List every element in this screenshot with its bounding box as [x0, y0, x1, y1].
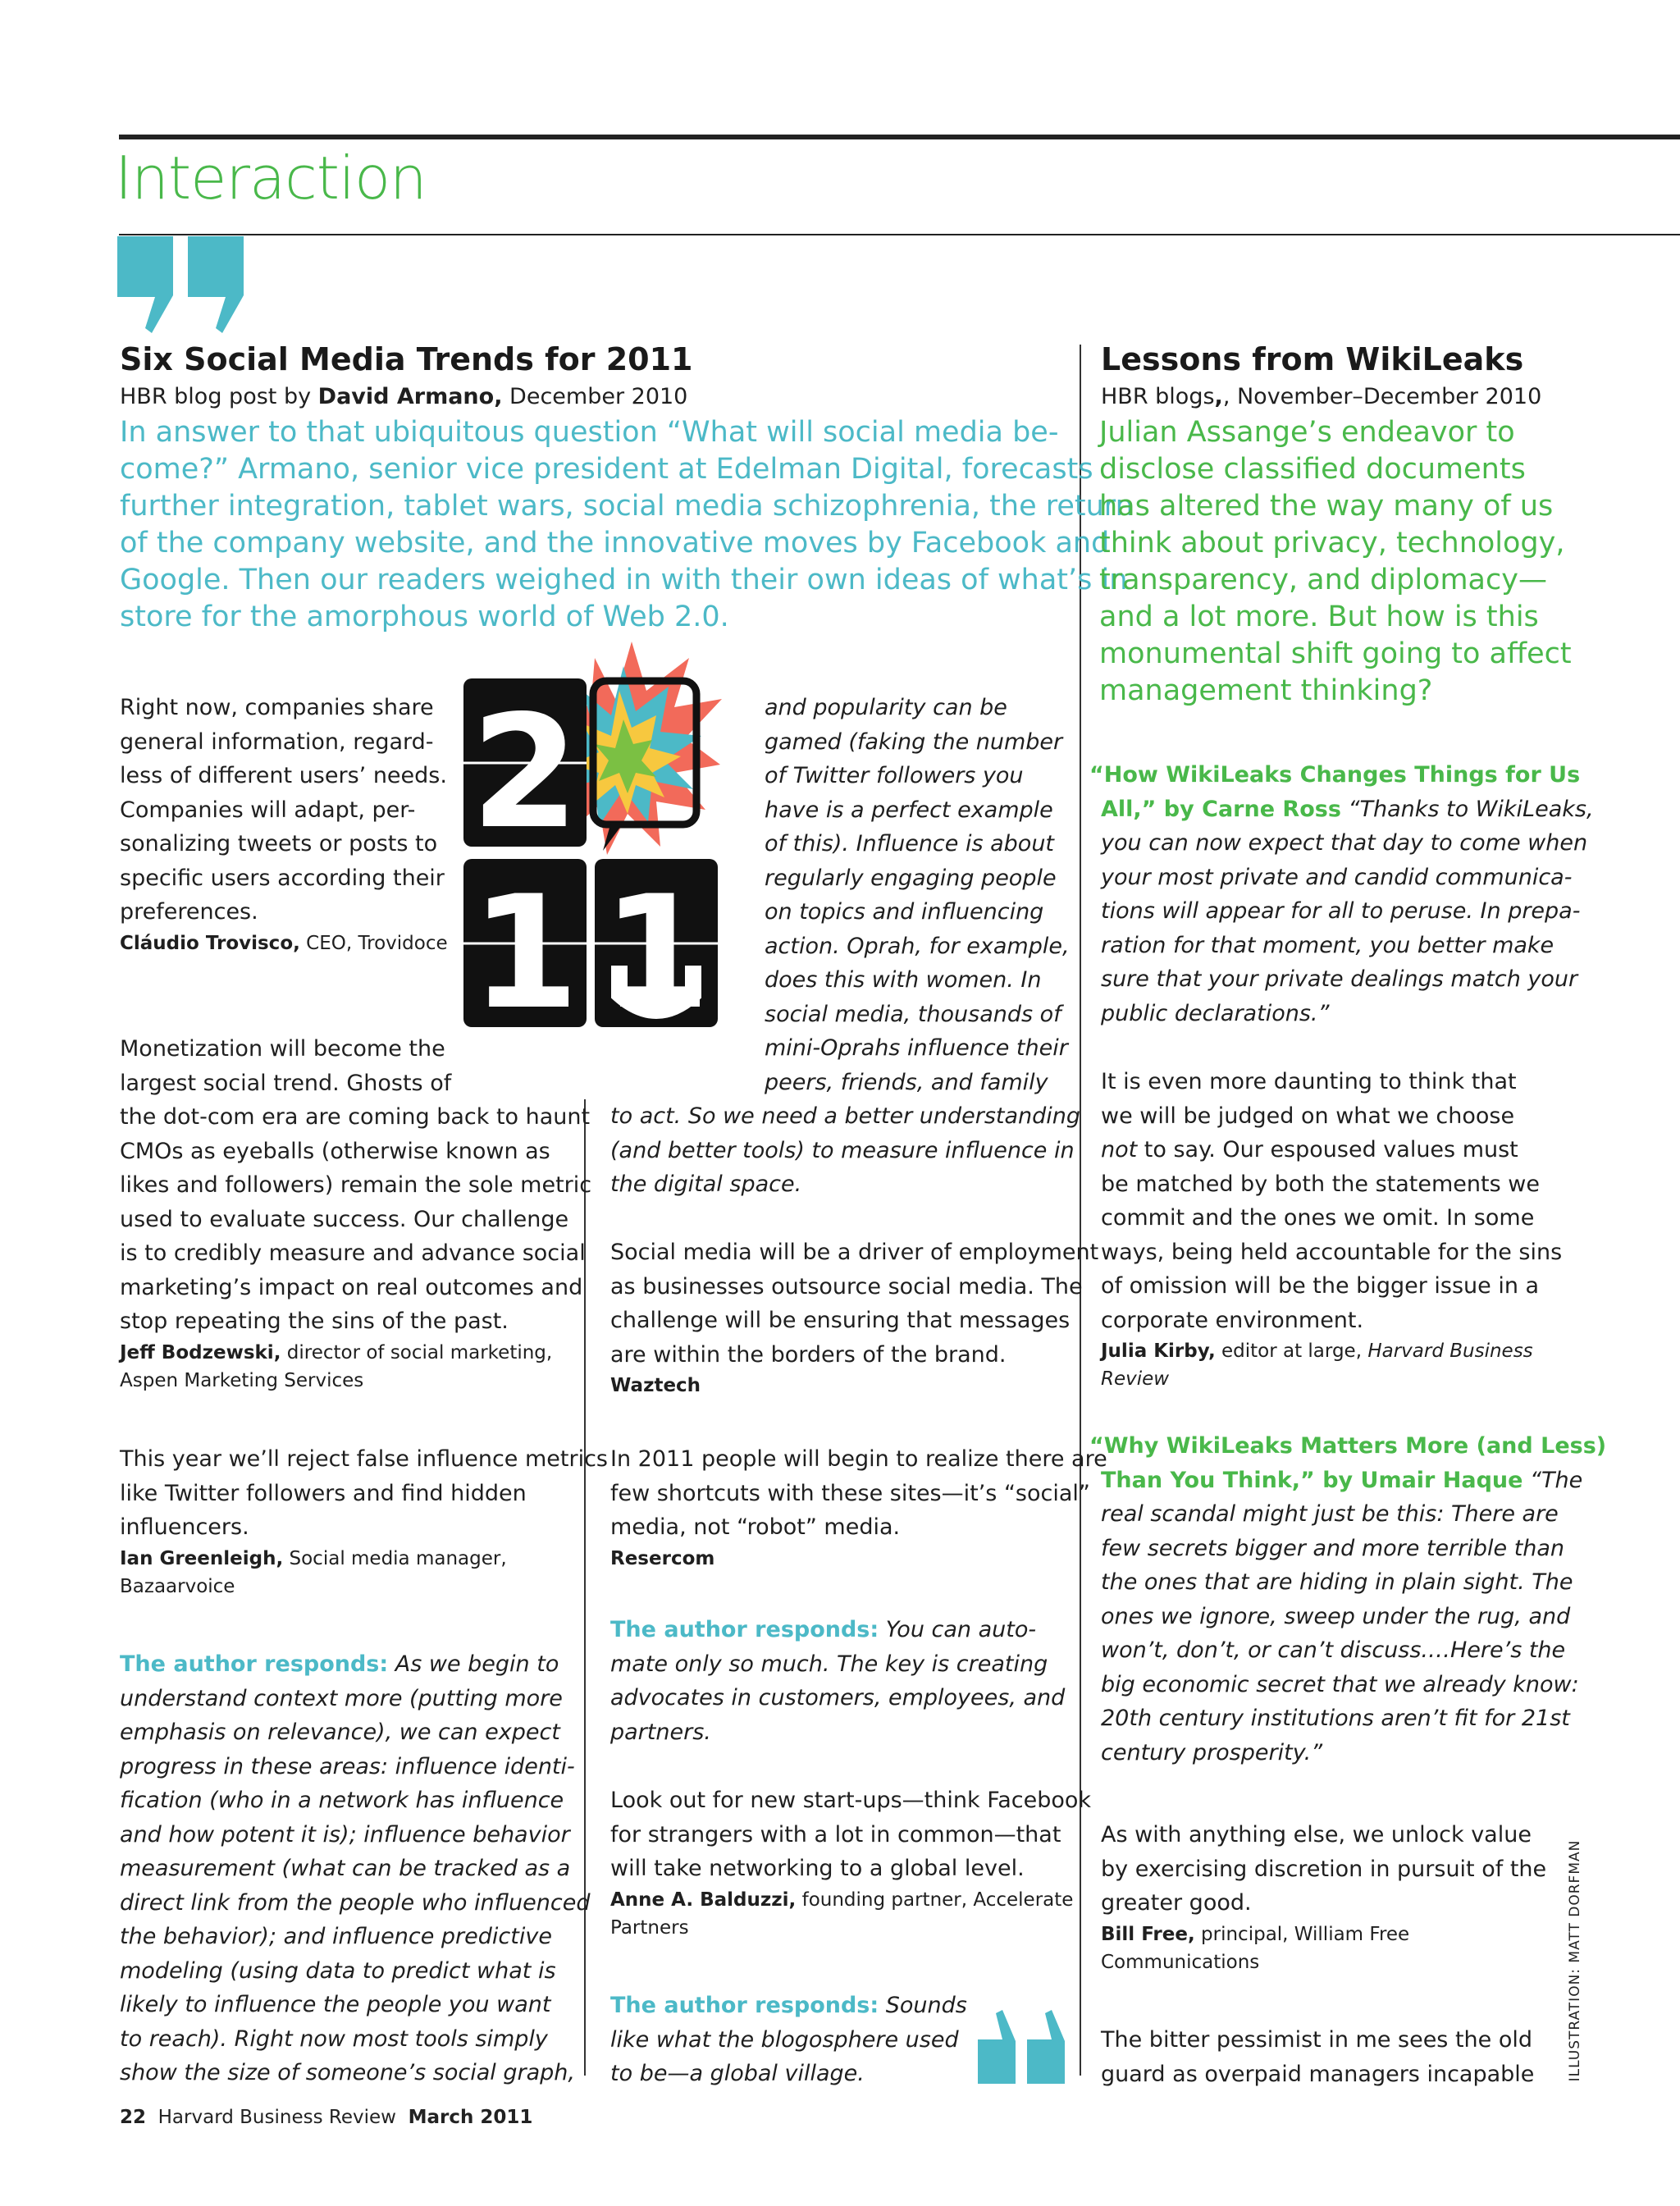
intro-line: transparency, and diplomacy—	[1099, 564, 1547, 596]
comment-line: largest social trend. Ghosts of	[120, 1070, 452, 1096]
response-text: You can auto-	[879, 1617, 1037, 1642]
section-title: Interaction	[115, 144, 427, 212]
response-line: to act. So we need a better understanding	[610, 1103, 1081, 1129]
response-line: emphasis on relevance), we can expect	[120, 1720, 560, 1745]
commenter-role: director of social marketing,	[281, 1341, 553, 1363]
commenter-credit	[120, 1545, 608, 1573]
commenter-credit	[610, 1545, 1107, 1573]
intro-line: store for the amorphous world of Web 2.0.	[120, 601, 729, 633]
response-line: the digital space.	[610, 1172, 802, 1197]
comment-line: marketing’s impact on real outcomes and	[120, 1274, 583, 1300]
commenter-credit	[610, 1886, 1091, 1914]
response-label: The author responds:	[120, 1651, 389, 1677]
response-line: peers, friends, and family	[765, 1069, 1048, 1095]
comment-line: the dot-com era are coming back to haunt	[120, 1104, 591, 1130]
comment-line: Monetization will become the	[120, 1036, 445, 1062]
comment-balduzzi	[610, 1784, 1091, 1942]
graphic-top-digit: 2	[470, 682, 580, 863]
comment-trovisco	[120, 691, 448, 957]
quote-line: big economic secret that we already know:	[1101, 1671, 1579, 1697]
response-first-line	[610, 1989, 967, 2023]
intro-line: has altered the way many of us	[1099, 490, 1554, 523]
commenter-credit	[1101, 1337, 1562, 1365]
comment-line: we will be judged on what we choose	[1101, 1103, 1515, 1129]
comment-line: The bitter pessimist in me sees the old	[1101, 2027, 1533, 2053]
intro-line: management thinking?	[1099, 674, 1433, 707]
response-line: gamed (faking the number	[765, 728, 1063, 755]
intro-line: Google. Then our readers weighed in with their own ideas of what’s in	[120, 564, 1128, 596]
sidebar-byline: HBR blogs,, November–December 2010	[1101, 384, 1542, 409]
commenter-name: Julia Kirby,	[1101, 1340, 1216, 1362]
header-rule	[119, 234, 1680, 235]
commenter-company: Bazaarvoice	[120, 1575, 235, 1597]
comment-kirby	[1101, 1065, 1562, 1393]
commenter-role: principal, William Free	[1194, 1923, 1410, 1945]
response-line: show the size of someone’s social graph,	[120, 2060, 575, 2085]
commenter-role: founding partner, Accelerate	[796, 1889, 1074, 1911]
response-text: Sounds	[879, 1993, 967, 2018]
byline-date: , November–December 2010	[1222, 384, 1542, 409]
quote-carne-ross	[1089, 758, 1594, 1030]
quote-heading: All,” by Carne Ross	[1101, 796, 1341, 822]
commenter-role: Social media manager,	[283, 1547, 507, 1569]
response-line: social media, thousands of	[765, 1001, 1061, 1027]
intro-line: come?” Armano, senior vice president at Edelman Digital, forecasts	[120, 453, 1093, 486]
comment-line: likes and followers) remain the sole metric	[120, 1172, 592, 1198]
comment-line: Companies will adapt, per-	[120, 797, 416, 823]
publication-name: Review	[1101, 1368, 1170, 1390]
comment-line: Social media will be a driver of employment	[610, 1240, 1099, 1265]
comment-text: to say. Our espoused values must	[1137, 1137, 1518, 1162]
comment-line: by exercising discretion in pursuit of the	[1101, 1856, 1547, 1882]
comment-resercom	[610, 1442, 1107, 1573]
intro-line: Julian Assange’s endeavor to	[1099, 416, 1515, 449]
intro-line: In answer to that ubiquitous question “What will social media be-	[120, 416, 1059, 449]
commenter-company: Communications	[1101, 1951, 1260, 1973]
intro-line: and a lot more. But how is this	[1099, 601, 1539, 633]
commenter-credit	[610, 1372, 1098, 1400]
comment-line: used to evaluate success. Our challenge	[120, 1206, 569, 1232]
comment-line: less of different users’ needs.	[120, 763, 447, 788]
response-line: (and better tools) to measure influence in	[610, 1137, 1075, 1163]
response-line: have is a perfect example	[765, 797, 1053, 823]
comment-line: CMOs as eyeballs (otherwise known as	[120, 1138, 550, 1164]
comment-line: This year we’ll reject false influence metrics	[120, 1446, 609, 1472]
quote-line: sure that your private dealings match your	[1101, 966, 1578, 992]
quote-line: century prosperity.”	[1101, 1739, 1323, 1765]
author-response-2	[610, 1613, 1065, 1749]
comment-line: guard as overpaid managers incapable	[1101, 2061, 1535, 2087]
response-text: As we begin to	[388, 1651, 559, 1677]
response-line: of this). Influence is about	[765, 831, 1055, 856]
byline-author: David Armano,	[317, 384, 503, 409]
quote-umair-haque	[1089, 1429, 1606, 1770]
open-quote-icon	[117, 236, 250, 336]
response-line: likely to influence the people you want	[120, 1992, 551, 2017]
comment-line: is to credibly measure and advance social	[120, 1240, 586, 1266]
author-response-3	[610, 1989, 967, 2091]
comment-line: few shortcuts with these sites—it’s “social”	[610, 1480, 1090, 1506]
response-line: to be—a global village.	[610, 2061, 865, 2086]
response-line: of Twitter followers you	[765, 763, 1024, 788]
comment-line: for strangers with a lot in common—that	[610, 1821, 1061, 1847]
comment-line: As with anything else, we unlock value	[1101, 1822, 1532, 1847]
commenter-credit	[1101, 1921, 1546, 1948]
comment-line: corporate environment.	[1101, 1307, 1364, 1333]
commenter-name: Resercom	[610, 1547, 715, 1569]
response-line: action. Oprah, for example,	[765, 933, 1070, 959]
comment-line: specific users according their	[120, 865, 445, 891]
issue-date: March 2011	[408, 2107, 533, 2128]
comment-bodzewski	[120, 1032, 591, 1395]
intro-line: think about privacy, technology,	[1099, 527, 1565, 559]
comment-line: media, not “robot” media.	[610, 1514, 901, 1540]
comment-line: challenge will be ensuring that messages	[610, 1308, 1071, 1333]
comment-line: ways, being held accountable for the sins	[1101, 1239, 1563, 1265]
response-line: mate only so much. The key is creating	[610, 1651, 1048, 1677]
commenter-role: CEO, Trovidoce	[299, 932, 448, 954]
article-title: Six Social Media Trends for 2011	[120, 341, 693, 377]
2011-illustration	[459, 642, 722, 1052]
comment-line: as businesses outsource social media. The	[610, 1273, 1083, 1299]
publication-name: Harvard Business	[1367, 1340, 1533, 1362]
response-line: direct link from the people who influenced	[120, 1889, 591, 1916]
response-first-line	[120, 1647, 591, 1682]
quote-line: the ones that are hiding in plain sight. The	[1101, 1569, 1573, 1595]
commenter-name: Ian Greenleigh,	[120, 1547, 284, 1569]
article-byline	[120, 382, 687, 412]
intro-line: of the company website, and the innovative moves by Facebook and	[120, 527, 1110, 559]
comment-waztech	[610, 1235, 1098, 1400]
quote-line: ones we ignore, sweep under the rug, and	[1101, 1603, 1571, 1629]
response-line: partners.	[610, 1719, 711, 1745]
commenter-credit	[120, 1339, 591, 1367]
response-line: like what the blogosphere used	[610, 2026, 959, 2053]
page-number: 22	[120, 2107, 147, 2128]
comment-line: It is even more daunting to think that	[1101, 1069, 1517, 1094]
sidebar-intro	[1099, 414, 1572, 710]
response-line: modeling (using data to predict what is	[120, 1957, 556, 1984]
response-line: regularly engaging people	[765, 865, 1057, 891]
commenter-role: editor at large,	[1215, 1340, 1368, 1362]
comment-line: preferences.	[120, 899, 258, 925]
comment-line: greater good.	[1101, 1890, 1252, 1916]
sidebar-title: Lessons from WikiLeaks	[1101, 341, 1524, 377]
comment-line: sonalizing tweets or posts to	[120, 831, 438, 856]
commenter-company: Partners	[610, 1916, 689, 1939]
quote-first-line	[1089, 792, 1594, 827]
commenter-credit	[120, 929, 448, 957]
comment-greenleigh	[120, 1442, 608, 1601]
illustration-credit: ILLUSTRATION: MATT DORFMAN	[1567, 1839, 1583, 2082]
quote-text: “The	[1522, 1467, 1583, 1493]
quote-line: few secrets bigger and more terrible than	[1101, 1535, 1565, 1561]
commenter-name: Waztech	[610, 1375, 701, 1396]
close-quote-icon	[978, 2010, 1068, 2084]
byline-source: HBR blogs	[1101, 384, 1215, 409]
publication-name: Harvard Business Review	[158, 2107, 396, 2128]
quote-heading: Than You Think,” by Umair Haque	[1101, 1467, 1523, 1493]
quote-line: ration for that moment, you better make	[1101, 932, 1554, 958]
comment-line: will take networking to a global level.	[610, 1856, 1025, 1881]
response-line: and popularity can be	[765, 695, 1007, 720]
emphasis: not	[1101, 1137, 1138, 1162]
commenter-name: Bill Free,	[1101, 1923, 1195, 1945]
byline-date: December 2010	[502, 384, 688, 409]
intro-line: disclose classified documents	[1099, 453, 1526, 486]
response-line: the behavior); and influence predictive	[120, 1924, 552, 1949]
article-intro	[120, 414, 1134, 636]
response-first-line	[610, 1613, 1065, 1647]
response-line: fication (who in a network has influence	[120, 1788, 564, 1813]
commenter-name: Anne A. Balduzzi,	[610, 1889, 797, 1911]
response-line: progress in these areas: influence identi-	[120, 1753, 575, 1779]
response-label: The author responds:	[610, 1993, 879, 2018]
quote-line: 20th century institutions aren’t fit for 21st	[1101, 1706, 1570, 1731]
response-line: mini-Oprahs influence their	[765, 1035, 1068, 1061]
response-label: The author responds:	[610, 1617, 879, 1642]
quote-text: “Thanks to WikiLeaks,	[1340, 796, 1594, 822]
response-line: measurement (what can be tracked as a	[120, 1856, 571, 1881]
comment-line	[1101, 1133, 1562, 1167]
quote-line: tions will appear for all to peruse. In prepa-	[1101, 898, 1581, 924]
comment-line: commit and the ones we omit. In some	[1101, 1205, 1535, 1231]
comment-line: Right now, companies share	[120, 695, 434, 720]
commenter-name: Jeff Bodzewski,	[120, 1341, 281, 1363]
graphic-bottom-digit: 1	[470, 862, 580, 1044]
intro-line: further integration, tablet wars, social media schizophrenia, the return	[120, 490, 1134, 523]
comment-line: influencers.	[120, 1514, 249, 1540]
page-footer	[120, 2107, 532, 2128]
commenter-name: Cláudio Trovisco,	[120, 932, 300, 954]
comment-free	[1101, 1818, 1546, 1976]
quote-first-line	[1089, 1464, 1606, 1498]
graphic-bottom-digit: 1	[601, 862, 711, 1044]
quote-heading: “How WikiLeaks Changes Things for Us	[1089, 762, 1581, 788]
response-line: and how potent it is); influence behavior	[120, 1821, 570, 1847]
comment-line: be matched by both the statements we	[1101, 1171, 1540, 1197]
commenter-company: Aspen Marketing Services	[120, 1369, 364, 1391]
comment-line: like Twitter followers and find hidden	[120, 1480, 527, 1506]
quote-line: won’t, don’t, or can’t discuss.…Here’s the	[1101, 1637, 1566, 1663]
response-line: on topics and influencing	[765, 899, 1044, 925]
response-line: does this with women. In	[765, 967, 1042, 993]
quote-line: real scandal might just be this: There are	[1101, 1501, 1559, 1527]
quote-line: your most private and candid communica-	[1101, 864, 1573, 890]
comment-line: Look out for new start-ups—think Facebook	[610, 1788, 1092, 1813]
response-line: advocates in customers, employees, and	[610, 1685, 1066, 1710]
author-response-1	[120, 1647, 591, 2090]
comment-line: of omission will be the bigger issue in a	[1101, 1273, 1540, 1299]
response-line: to reach). Right now most tools simply	[120, 2026, 548, 2052]
comment-line: are within the borders of the brand.	[610, 1341, 1007, 1368]
quote-line: public declarations.”	[1101, 1000, 1330, 1026]
intro-line: monumental shift going to affect	[1099, 637, 1572, 670]
author-response-0-cont	[610, 1099, 1080, 1202]
comment-line: general information, regard-	[120, 728, 434, 755]
comment-line: In 2011 people will begin to realize there are	[610, 1446, 1107, 1472]
response-line: understand context more (putting more	[120, 1685, 563, 1711]
top-rule	[119, 135, 1680, 139]
commenter-company	[1101, 1365, 1562, 1393]
comment-line: stop repeating the sins of the past.	[120, 1309, 509, 1334]
quote-heading: “Why WikiLeaks Matters More (and Less)	[1089, 1433, 1607, 1459]
comment-pessimist	[1101, 2023, 1534, 2091]
author-response-0	[765, 691, 1070, 1099]
byline-prefix: HBR blog post by	[120, 384, 318, 409]
quote-line: you can now expect that day to come when	[1101, 830, 1588, 856]
